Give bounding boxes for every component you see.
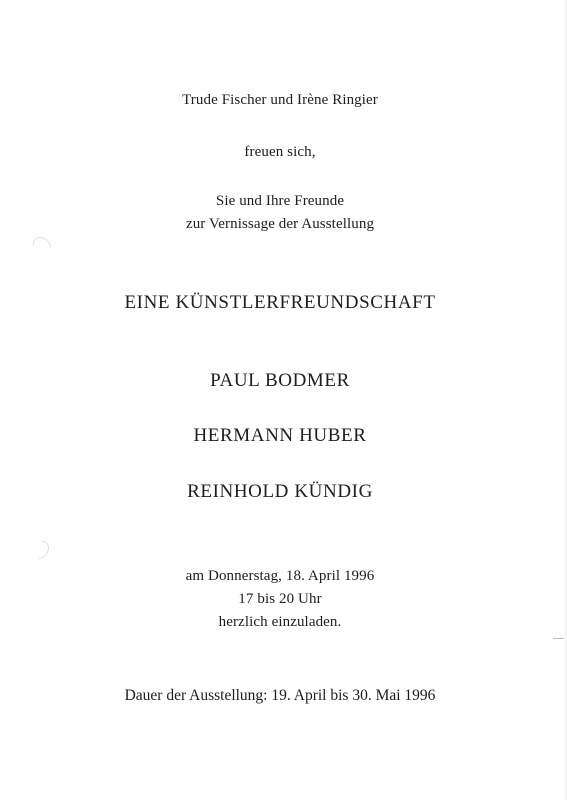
punch-hole-mark bbox=[27, 537, 52, 562]
artist-name: HERMANN HUBER bbox=[193, 425, 367, 446]
guests-line-1: Sie und Ihre Freunde bbox=[215, 193, 345, 209]
exhibition-duration: Dauer der Ausstellung: 19. April bis 30. Mai 1996 bbox=[124, 687, 436, 704]
artist-name: PAUL BODMER bbox=[210, 370, 350, 391]
punch-hole-mark bbox=[29, 233, 54, 258]
guests-line-2: zur Vernissage der Ausstellung bbox=[185, 216, 375, 232]
invite-line: herzlich einzuladen. bbox=[218, 614, 342, 630]
date-line: am Donnerstag, 18. April 1996 bbox=[185, 568, 375, 584]
artist-name: REINHOLD KÜNDIG bbox=[187, 481, 373, 502]
time-line: 17 bis 20 Uhr bbox=[238, 591, 322, 607]
hosts-line: Trude Fischer und Irène Ringier bbox=[182, 92, 378, 108]
pleased-line: freuen sich, bbox=[244, 144, 316, 160]
exhibition-title: EINE KÜNSTLERFREUNDSCHAFT bbox=[124, 292, 436, 313]
